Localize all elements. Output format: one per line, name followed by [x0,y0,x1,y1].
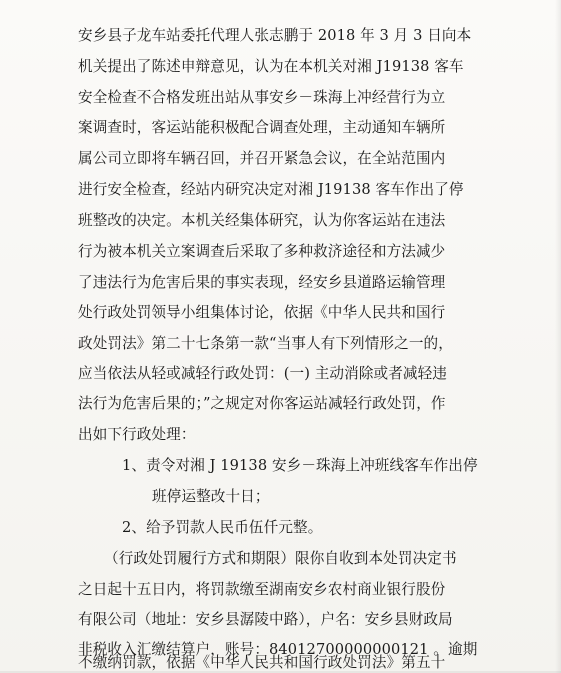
paragraph-line: 应当依法从轻或减轻行政处罚：(一) 主动消除或者减轻违 [78,365,447,382]
paragraph-line: 进行安全检查，经站内研究决定对湘 J19138 客车作出了停 [78,181,464,198]
paragraph-line: 案调查时，客运站能积极配合调查处理，主动通知车辆所 [78,119,446,136]
page-edge-shadow [555,0,561,673]
list-item: 1、责令对湘 J 19138 安乡－珠海上冲班线客车作出停 [122,457,478,474]
paragraph-line: 有限公司（地址：安乡县潺陵中路），户名：安乡县财政局 [78,611,453,628]
paragraph-line: 政处罚法》第二十七条第一款“当事人有下列情形之一的， [78,335,453,352]
paragraph-line: 属公司立即将车辆召回，并召开紧急会议，在全站范围内 [78,150,446,167]
paragraph-line: 之日起十五日内，将罚款缴至湖南安乡农村商业银行股份 [78,581,446,598]
paragraph-line: 班整改的决定。本机关经集体研究，认为你客运站在违法 [78,212,446,229]
paragraph-line: 安全检查不合格发班出站从事安乡－珠海上冲经营行为立 [78,89,446,106]
paragraph-line: 了违法行为危害后果的事实表现，经安乡县道路运输管理 [78,274,446,291]
paragraph-line: 非税收入汇缴结算户，账号：84012700000000121 。逾期 [78,641,478,658]
paragraph-line: 行为被本机关立案调查后采取了多种救济途径和方法减少 [78,243,446,260]
paragraph-line: 安乡县子龙车站委托代理人张志鹏于 2018 年 3 月 3 日向本 [78,27,472,44]
paragraph-line: 不缴纳罚款，依据《中华人民共和国行政处罚法》第五十 [78,654,446,671]
paragraph-line: 机关提出了陈述申辩意见，认为在本机关对湘 J19138 客车 [78,58,464,75]
list-item-continuation: 班停运整改十日； [152,488,270,505]
paragraph-line: 处行政处罚领导小组集体讨论，依据《中华人民共和国行 [78,304,446,321]
list-item: 2、给予罚款人民币伍仟元整。 [122,519,323,536]
paragraph-line: （行政处罚履行方式和期限）限你自收到本处罚决定书 [104,550,457,567]
paragraph-line: 法行为危害后果的；”之规定对你客运站减轻行政处罚，作 [78,395,446,412]
paragraph-line: 出如下行政处理： [78,426,196,443]
